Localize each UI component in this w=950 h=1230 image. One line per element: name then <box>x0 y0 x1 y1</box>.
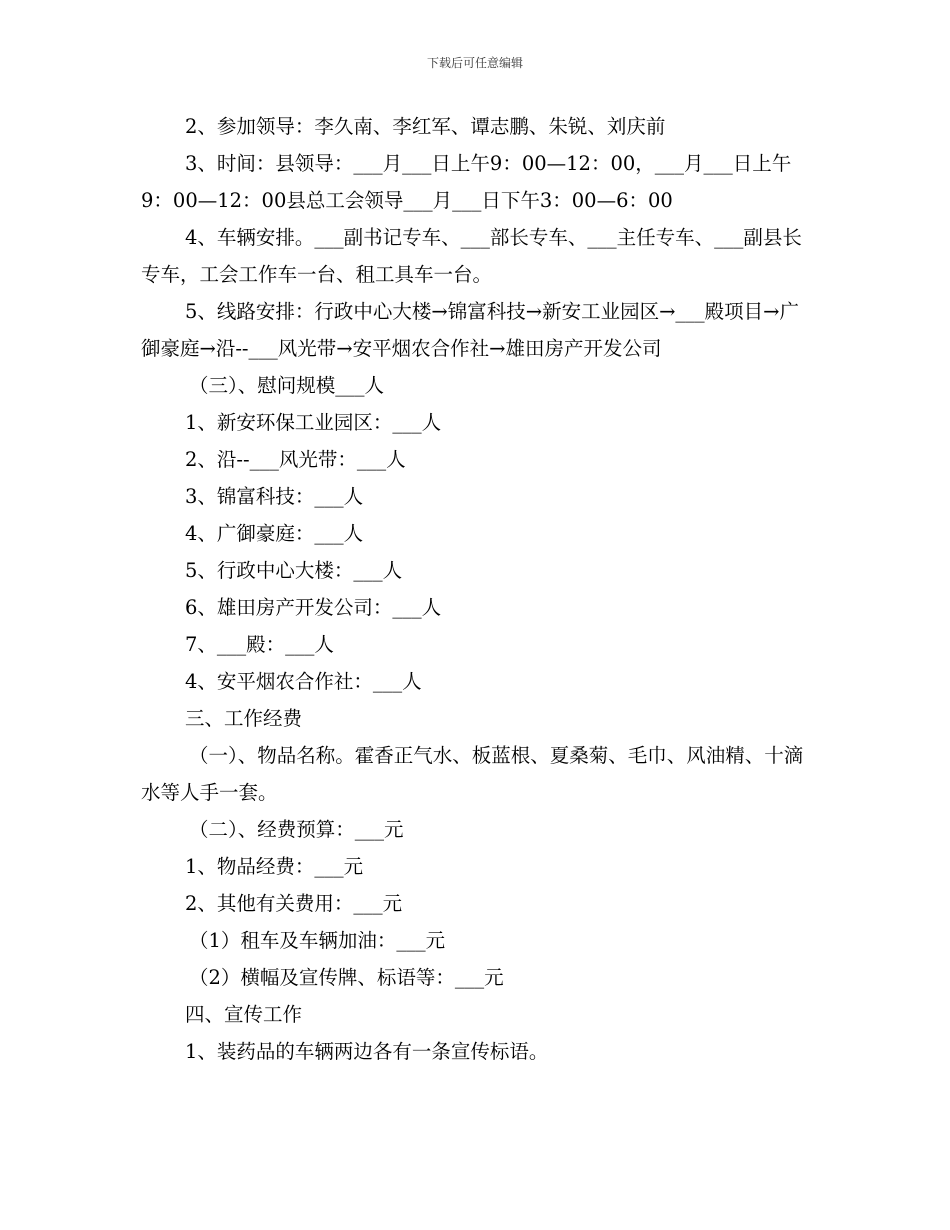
list-item: （1）租车及车辆加油：___元 <box>189 929 446 952</box>
list-item: 5、行政中心大楼：___人 <box>185 559 403 582</box>
paragraph-leaders: 2、参加领导：李久南、李红军、谭志鹏、朱锐、刘庆前 <box>185 115 666 138</box>
list-item: 1、装药品的车辆两边各有一条宣传标语。 <box>185 1040 549 1063</box>
section-heading-funding: 三、工作经费 <box>185 707 303 730</box>
list-item: 6、雄田房产开发公司：___人 <box>185 596 442 619</box>
paragraph-time: 3、时间：县领导：___月___日上午9：00—12：00，___月___日上午9：00—12：00县总工会领导___月___日下午3：00—6：00 <box>141 152 792 212</box>
list-item: 2、其他有关费用：___元 <box>185 892 403 915</box>
list-item: （2）横幅及宣传牌、标语等：___元 <box>189 966 504 989</box>
paragraph-route: 5、线路安排：行政中心大楼→锦富科技→新安工业园区→___殿项目→广御豪庭→沿--___风光带→安平烟农合作社→雄田房产开发公司 <box>141 300 800 360</box>
paragraph-vehicles: 4、车辆安排。___副书记专车、___部长专车、___主任专车、___副县长专车，工会工作车一台、租工具车一台。 <box>141 226 802 286</box>
list-item: 1、新安环保工业园区：___人 <box>185 411 442 434</box>
section-heading-scale: （三）、慰问规模___人 <box>189 374 385 397</box>
list-item: 1、物品经费：___元 <box>185 855 364 878</box>
section-heading-budget: （二）、经费预算：___元 <box>189 818 404 841</box>
document-body <box>141 108 813 1070</box>
list-item: 3、锦富科技：___人 <box>185 485 364 508</box>
section-heading-publicity: 四、宣传工作 <box>185 1003 303 1026</box>
paragraph-items: （一）、物品名称。霍香正气水、板蓝根、夏桑菊、毛巾、风油精、十滴水等人手一套。 <box>141 744 804 804</box>
page-header: 下载后可任意编辑 <box>426 56 523 70</box>
list-item: 4、安平烟农合作社：___人 <box>185 670 422 693</box>
list-item: 7、___殿：___人 <box>185 633 334 656</box>
list-item: 4、广御豪庭：___人 <box>185 522 364 545</box>
list-item: 2、沿--___风光带：___人 <box>185 448 406 471</box>
